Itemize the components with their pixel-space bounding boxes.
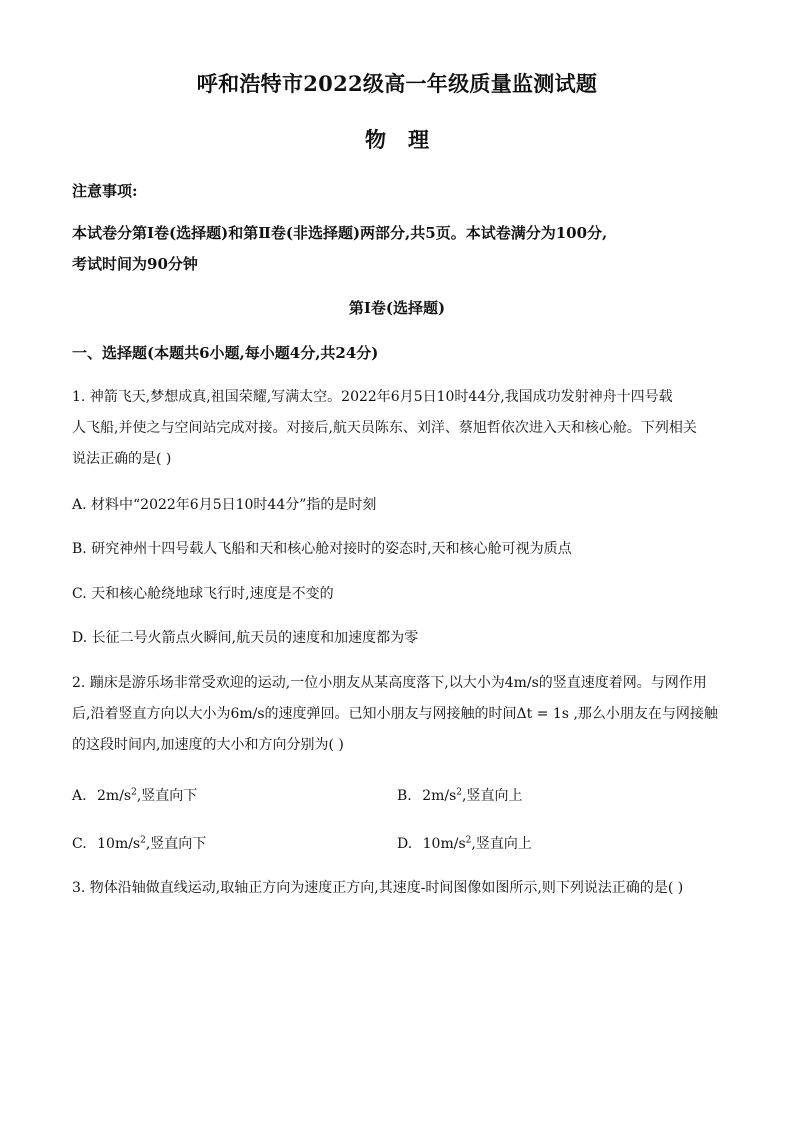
notice-line-2: 考试时间为90分钟 <box>72 255 198 273</box>
q2-option-a-text: ,竖直向下 <box>136 788 198 804</box>
q2-option-b <box>397 785 522 805</box>
notice-heading: 注意事项: <box>72 182 138 200</box>
q2-line-1: 2. 蹦床是游乐场非常受欢迎的运动,一位小朋友从某高度落下,以大小为4m/s的竖直速度着网。与网作用 <box>72 675 707 691</box>
q2-option-d-exponent: 2 <box>465 835 472 846</box>
q2-option-d-text: ,竖直向上 <box>471 836 532 852</box>
q1-option-d: D. 长征二号火箭点火瞬间,航天员的速度和加速度都为零 <box>72 630 419 646</box>
section-heading: 一、选择题(本题共6小题,每小题4分,共24分) <box>72 344 379 362</box>
q2-option-b-value: 2m/s <box>422 788 457 804</box>
subject-title: 物理 <box>365 127 451 152</box>
q2-option-c-exponent: 2 <box>140 835 146 846</box>
q2-option-b-text: ,竖直向上 <box>462 788 523 804</box>
q2-line-2: 后,沿着竖直方向以大小为6m/s的速度弹回。已知小朋友与网接触的时间Δt = 1s ,那么小朋友在与网接触 <box>72 706 718 722</box>
q2-option-c <box>72 833 206 853</box>
q2-option-b-letter: B. <box>397 788 412 804</box>
q2-option-c-value: 10m/s <box>97 836 141 852</box>
q2-option-c-text: ,竖直向下 <box>145 836 207 852</box>
q1-option-c: C. 天和核心舱绕地球飞行时,速度是不变的 <box>72 586 334 602</box>
q2-option-a-letter: A. <box>72 788 87 804</box>
q1-line-3: 说法正确的是( ) <box>72 451 172 467</box>
notice-line-1: 本试卷分第Ⅰ卷(选择题)和第Ⅱ卷(非选择题)两部分,共5页。本试卷满分为100分, <box>72 224 608 242</box>
q2-option-d-letter: D. <box>397 836 413 852</box>
q3-line-1: 3. 物体沿轴做直线运动,取轴正方向为速度正方向,其速度-时间图像如图所示,则下列说法正确的是( ) <box>72 880 684 896</box>
q1-option-a: A. 材料中“2022年6月5日10时44分”指的是时刻 <box>72 497 377 513</box>
q2-option-a-value: 2m/s <box>97 788 132 804</box>
q2-option-d <box>397 833 532 853</box>
q2-option-d-value: 10m/s <box>422 836 466 852</box>
q2-option-a-exponent: 2 <box>131 787 137 798</box>
q2-option-c-letter: C. <box>72 836 87 852</box>
q1-line-2: 人飞船,并使之与空间站完成对接。对接后,航天员陈东、刘洋、蔡旭哲依次进入天和核心舱。下列相关 <box>72 420 697 436</box>
q2-line-3: 的这段时间内,加速度的大小和方向分别为( ) <box>72 737 344 753</box>
q1-option-b: B. 研究神州十四号载人飞船和天和核心舱对接时的姿态时,天和核心舱可视为质点 <box>72 541 572 557</box>
exam-title: 呼和浩特市2022级高一年级质量监测试题 <box>196 71 598 96</box>
part1-heading: 第Ⅰ卷(选择题) <box>348 299 446 317</box>
q2-option-b-exponent: 2 <box>456 787 463 798</box>
q1-line-1: 1. 神箭飞天,梦想成真,祖国荣耀,写满太空。2022年6月5日10时44分,我国成功发射神舟十四号载 <box>72 389 673 405</box>
q2-option-a <box>72 785 197 805</box>
